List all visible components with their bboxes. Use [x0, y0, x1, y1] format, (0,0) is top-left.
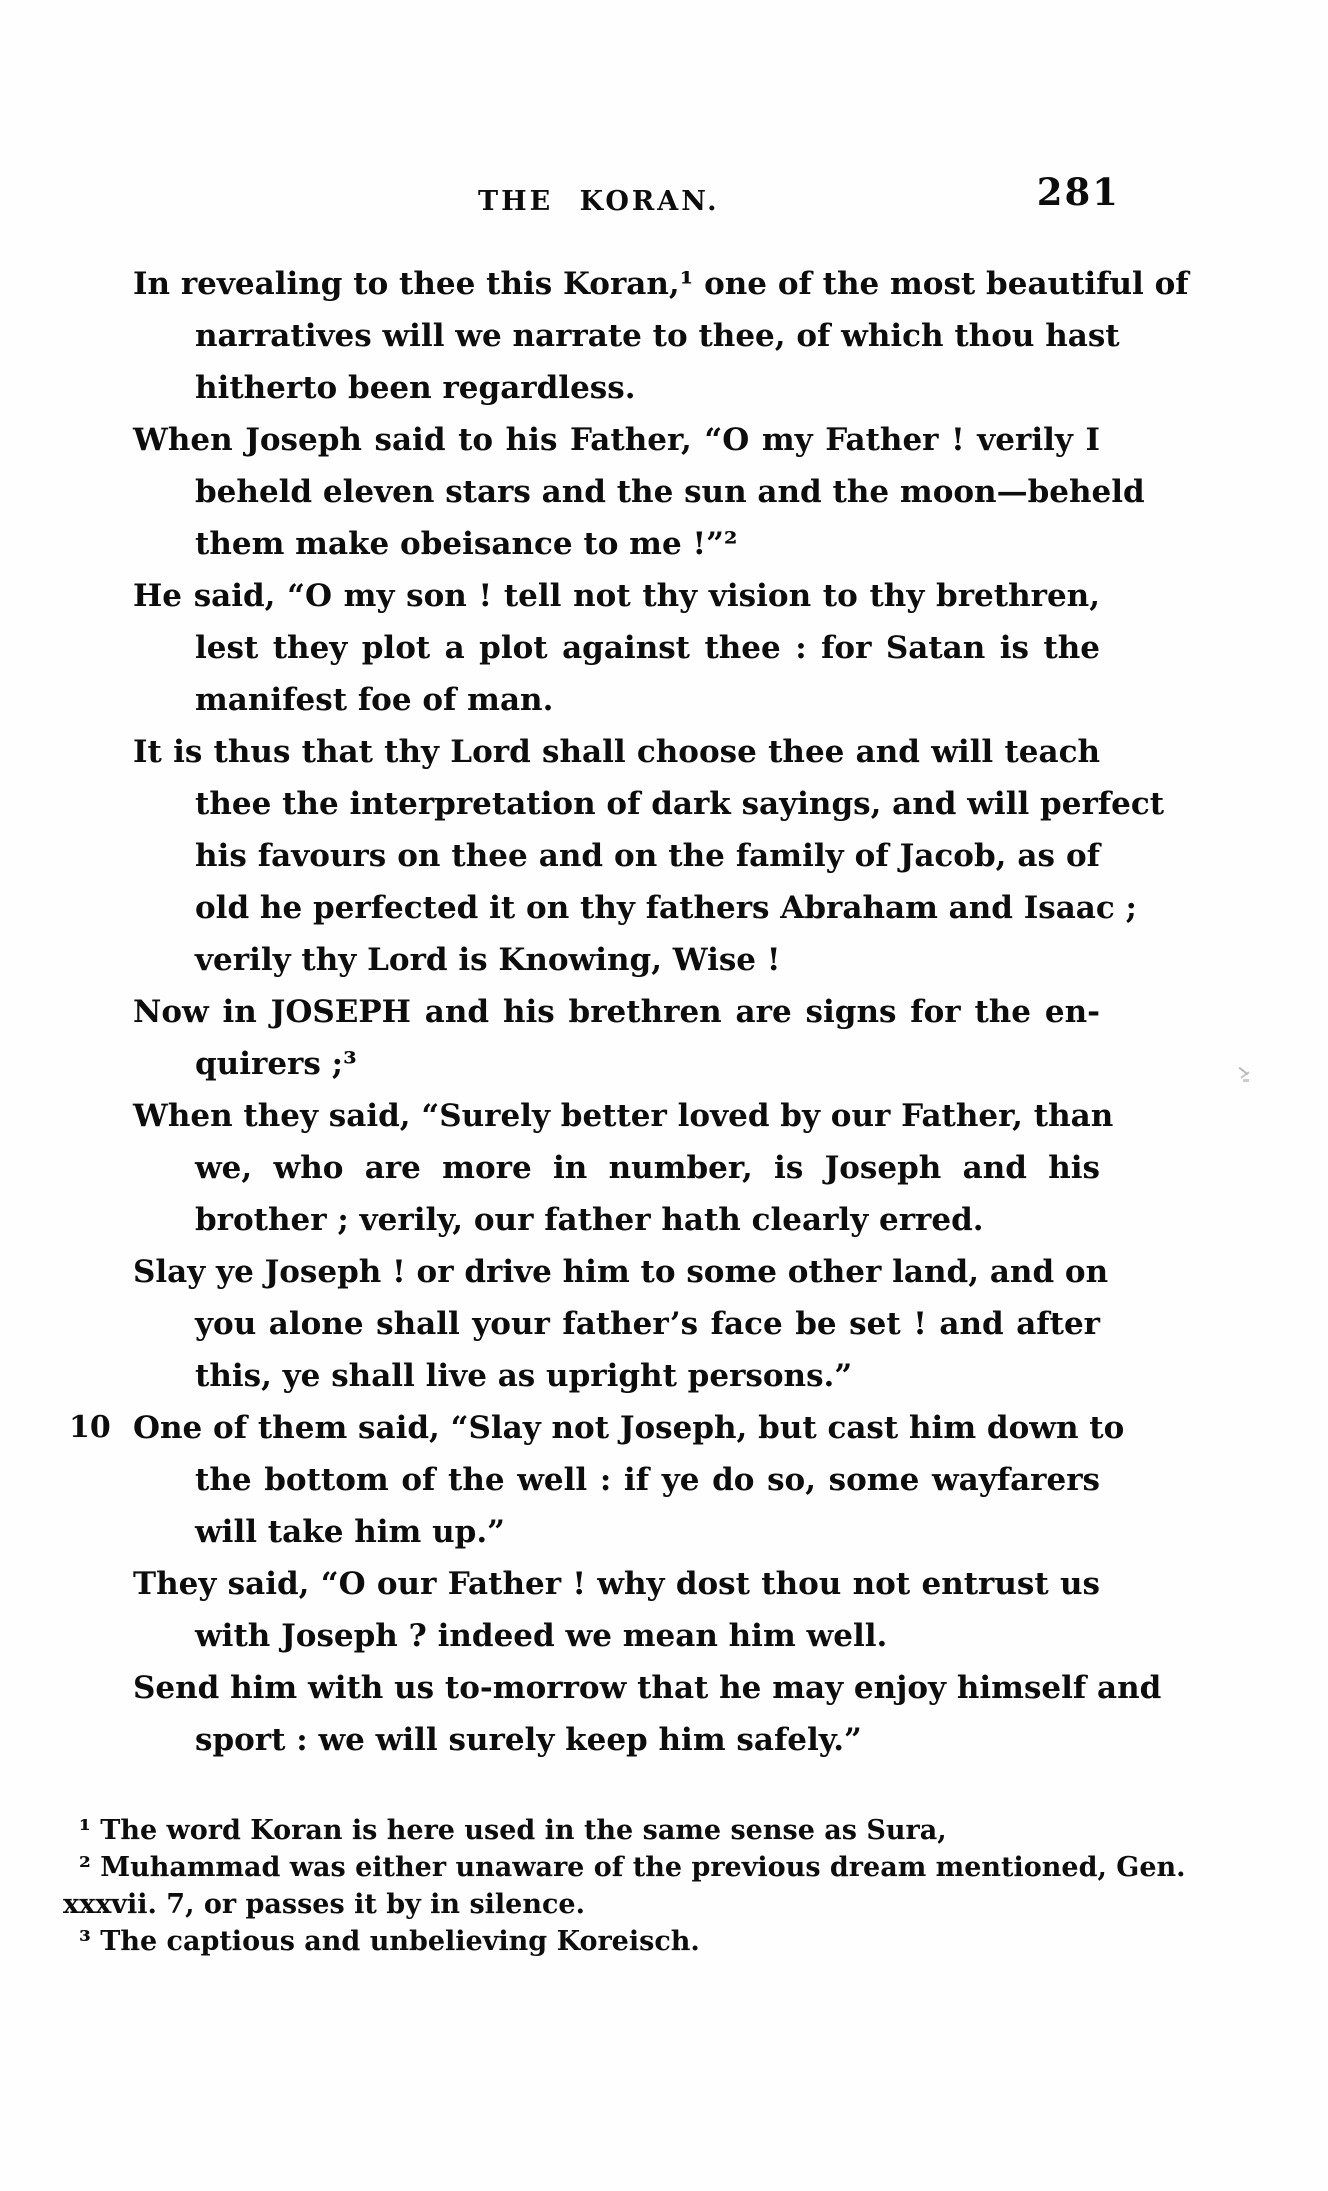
verse-line: It is thus that thy Lord shall choose thee and will teach [133, 734, 1100, 770]
verse-line: this, ye shall live as upright persons.” [195, 1358, 853, 1394]
footnote-line: xxxvii. 7, or passes it by in silence. [63, 1889, 585, 1920]
verse [133, 1662, 1162, 1766]
verse-line: beheld eleven stars and the sun and the moon—beheld [195, 474, 1145, 510]
verse-line: thee the interpretation of dark sayings, and will perfect [195, 786, 1165, 822]
verse-line: brother ; verily, our father hath clearly erred. [195, 1202, 984, 1238]
footnote-line: ³ The captious and unbelieving Koreisch. [79, 1926, 700, 1957]
footnotes-block [63, 1812, 1186, 1960]
verse-line: will take him up.” [195, 1514, 505, 1550]
verse-line: When they said, “Surely better loved by our Father, than [133, 1098, 1114, 1134]
verse-line: you alone shall your father’s face be set ! and after [195, 1306, 1100, 1342]
verse-line: They said, “O our Father ! why dost thou not entrust us [133, 1566, 1100, 1602]
verse-line: verily thy Lord is Knowing, Wise ! [195, 942, 781, 978]
verse-line: He said, “O my son ! tell not thy vision to thy brethren, [133, 578, 1100, 614]
verse [133, 570, 1100, 726]
verse-line: sport : we will surely keep him safely.” [195, 1722, 862, 1758]
verse [133, 414, 1145, 570]
verse [133, 1558, 1100, 1662]
verse-line: with Joseph ? indeed we mean him well. [195, 1618, 888, 1654]
verse-line: we, who are more in number, is Joseph and his [195, 1150, 1100, 1186]
verse [133, 1246, 1109, 1402]
verse-line: Now in JOSEPH and his brethren are signs for the en- [133, 994, 1100, 1030]
verse [133, 726, 1165, 986]
verse-line: lest they plot a plot against thee : for Satan is the [195, 630, 1100, 666]
verse-line: old he perfected it on thy fathers Abraham and Isaac ; [195, 890, 1137, 926]
verse [69, 1402, 1125, 1558]
verse [133, 258, 1189, 414]
verse-text-block [69, 258, 1189, 1766]
verse-line: hitherto been regardless. [195, 370, 636, 406]
verse-line: In revealing to thee this Koran,¹ one of the most beautiful of [133, 266, 1189, 302]
running-title: THE KORAN. [478, 186, 720, 217]
page-number: 281 [1036, 170, 1120, 214]
verse-line: narratives will we narrate to thee, of which thou hast [195, 318, 1120, 354]
verse [133, 1090, 1114, 1246]
verse-line: Send him with us to-morrow that he may enjoy himself and [133, 1670, 1162, 1706]
verse-number: 10 [69, 1410, 111, 1445]
verse-line: the bottom of the well : if ye do so, some wayfarers [195, 1462, 1100, 1498]
verse [133, 986, 1100, 1090]
verse-line: manifest foe of man. [195, 682, 554, 718]
footnote-line: ¹ The word Koran is here used in the same sense as Sura, [79, 1815, 947, 1846]
scan-artifact [1237, 1068, 1253, 1082]
verse-line: his favours on thee and on the family of Jacob, as of [195, 838, 1100, 874]
footnote-line: ² Muhammad was either unaware of the previous dream mentioned, Gen. [79, 1852, 1186, 1883]
verse-line: When Joseph said to his Father, “O my Father ! verily I [133, 422, 1100, 458]
verse-line: quirers ;³ [195, 1046, 357, 1082]
verse-line: Slay ye Joseph ! or drive him to some other land, and on [133, 1254, 1109, 1290]
verse-line: them make obeisance to me !”² [195, 526, 738, 562]
verse-line: One of them said, “Slay not Joseph, but cast him down to [133, 1410, 1125, 1446]
